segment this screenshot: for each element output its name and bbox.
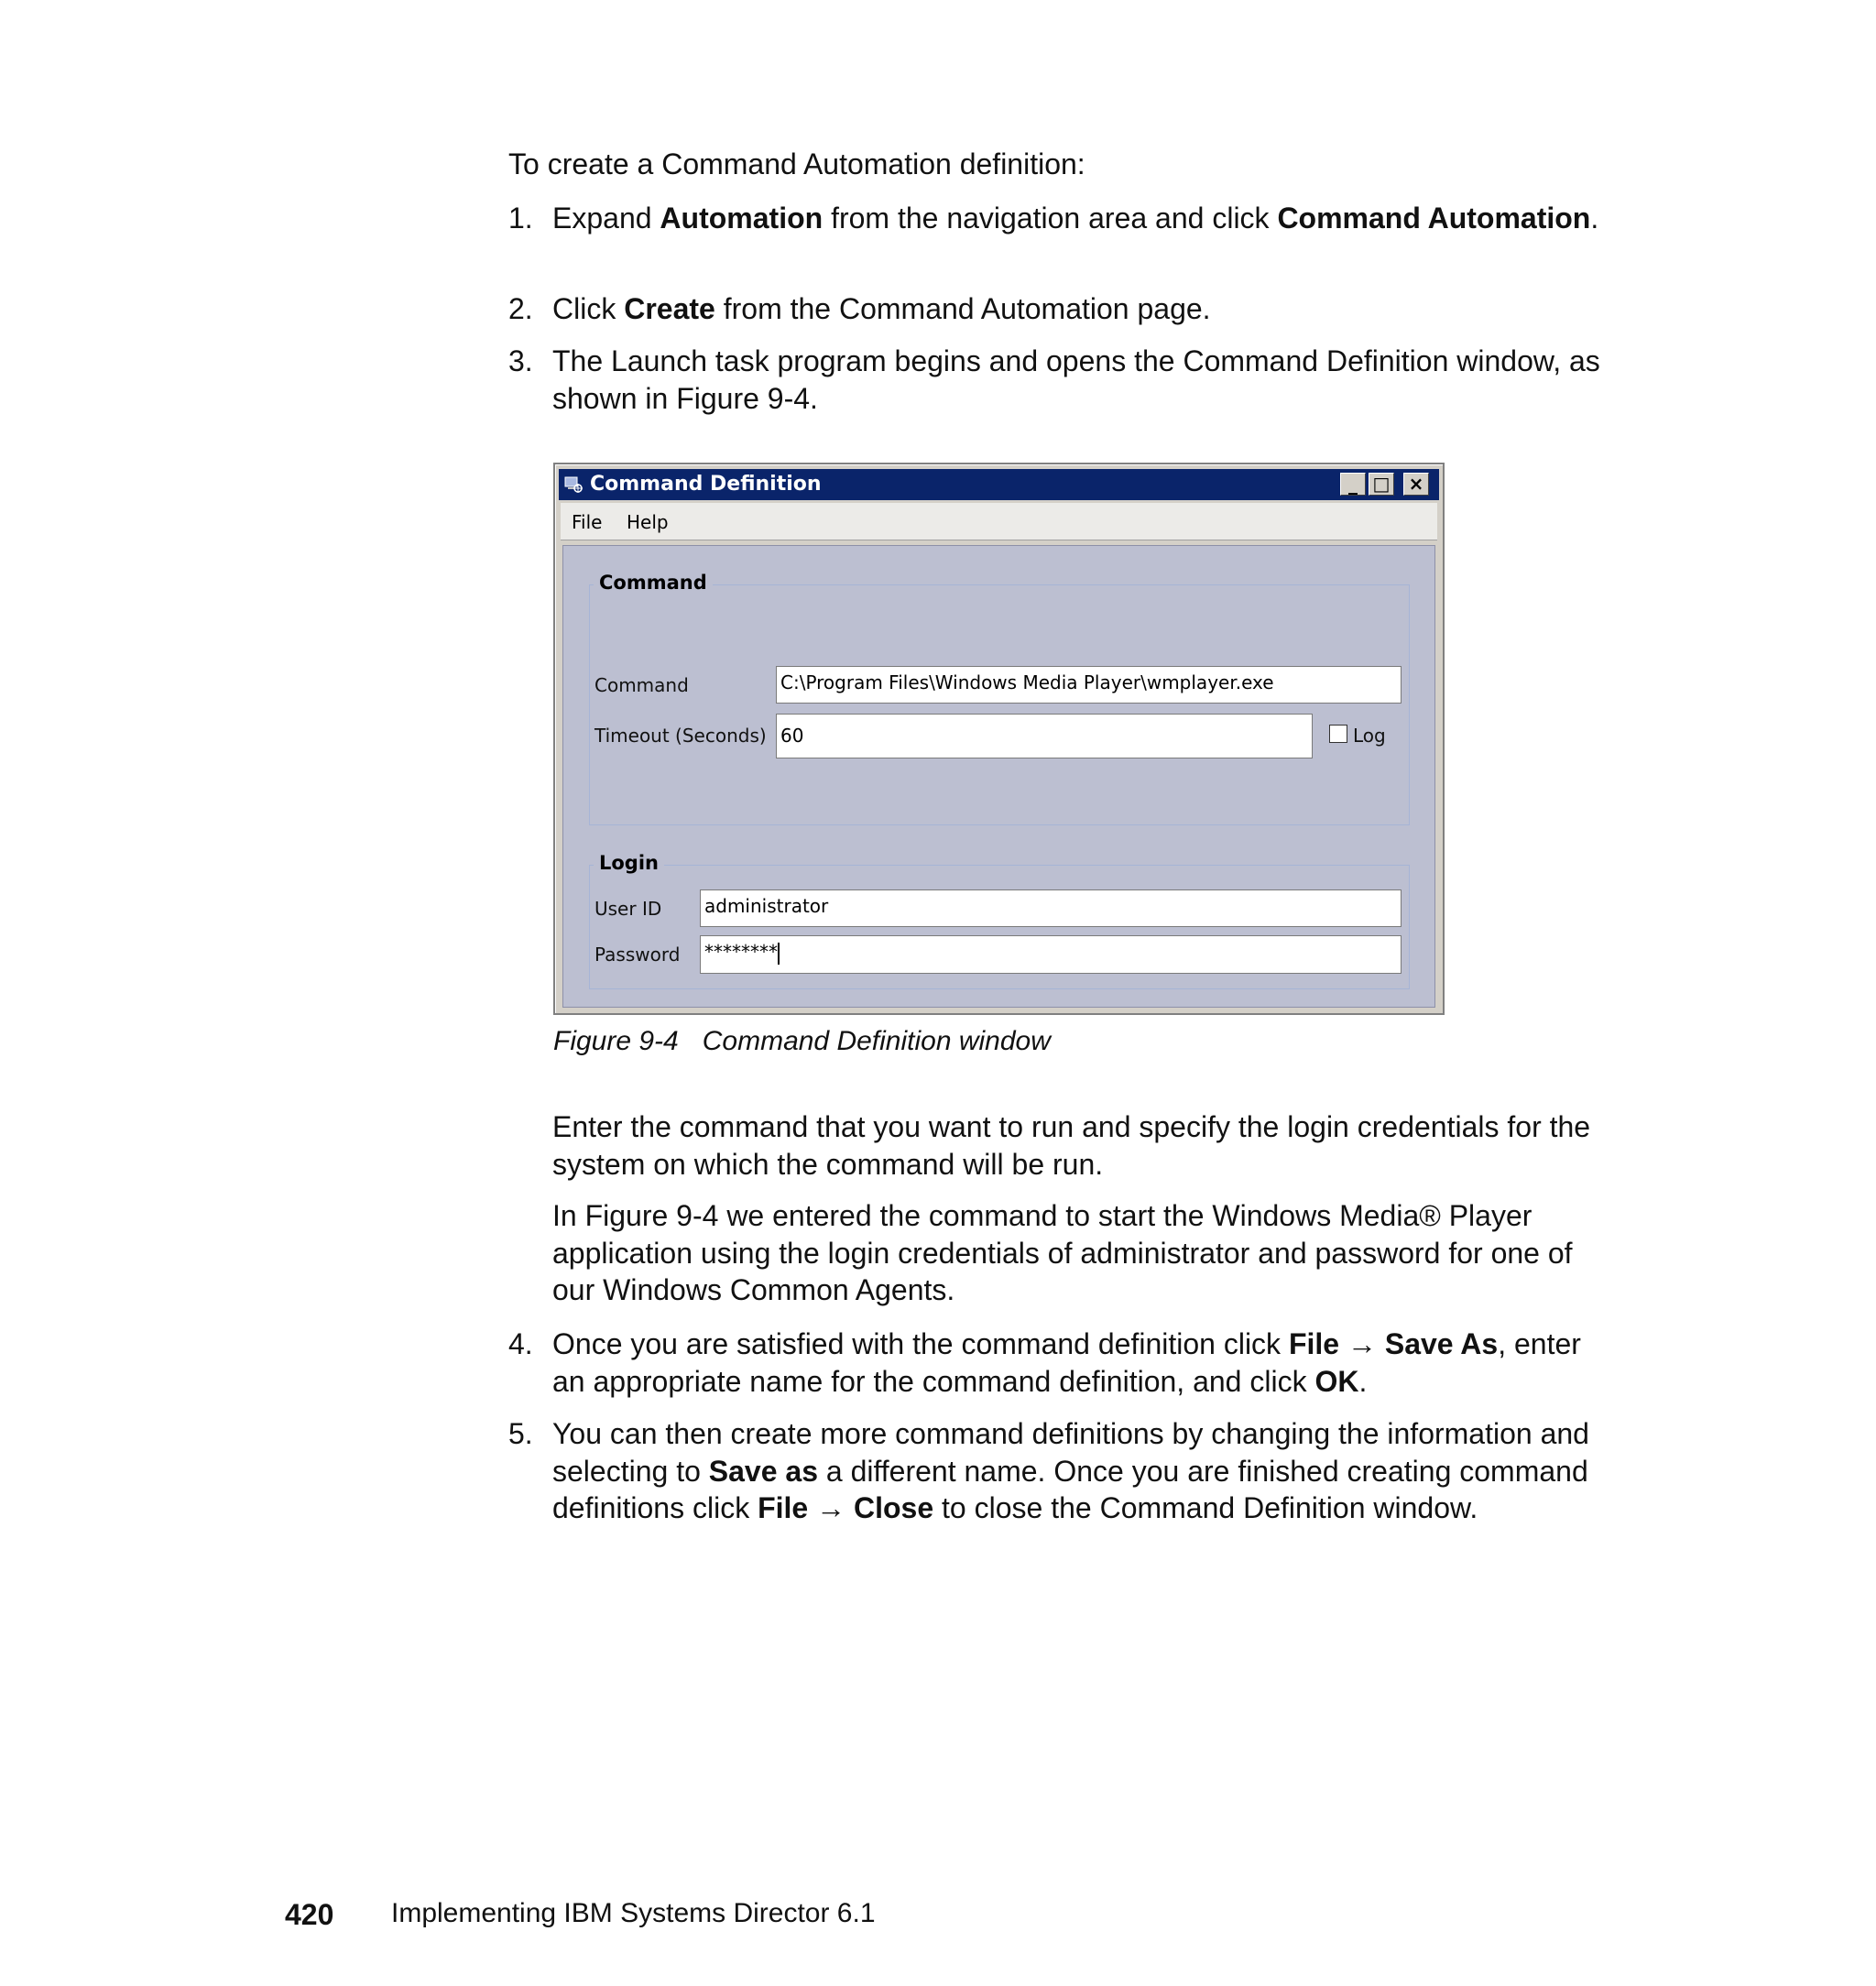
step-number: 1. — [508, 202, 533, 235]
ui-term: File — [758, 1491, 809, 1524]
step-5 — [508, 1415, 1608, 1527]
step-number: 4. — [508, 1327, 533, 1360]
intro-text: To create a Command Automation definition: — [508, 147, 1085, 180]
step-text: from the navigation area and click — [823, 202, 1278, 235]
command-group-title: Command — [594, 572, 713, 594]
step-text: You can then create more command definitions by changing the information and selecting to — [552, 1417, 1589, 1488]
command-input[interactable]: C:\Program Files\Windows Media Player\wmplayer.exe — [776, 666, 1402, 704]
userid-label: User ID — [594, 898, 662, 920]
step-text: . — [1590, 202, 1599, 235]
timeout-label: Timeout (Seconds) — [594, 725, 767, 747]
maximize-button[interactable]: □ — [1369, 473, 1394, 496]
password-input[interactable] — [700, 935, 1402, 974]
userid-input[interactable]: administrator — [700, 889, 1402, 927]
timeout-input[interactable]: 60 — [776, 714, 1313, 758]
command-label: Command — [594, 674, 689, 696]
ui-term: Command Automation — [1277, 202, 1591, 235]
step-text: The Launch task program begins and opens the Command Definition window, as shown in Figure 9-4. — [552, 344, 1600, 415]
form-panel — [562, 545, 1435, 1008]
step-text: Expand — [552, 202, 660, 235]
figure-caption — [553, 1026, 1051, 1057]
ui-term: Save As — [1384, 1327, 1499, 1360]
step-1 — [508, 200, 1608, 237]
log-label: Log — [1353, 725, 1386, 747]
step-number: 2. — [508, 292, 533, 325]
menu-help[interactable]: Help — [627, 511, 669, 533]
password-label: Password — [594, 944, 681, 966]
ui-term: Automation — [660, 202, 823, 235]
page-number: 420 — [285, 1898, 334, 1931]
text-caret — [778, 943, 780, 965]
window-title: Command Definition — [590, 473, 822, 496]
ui-term: Create — [624, 292, 715, 325]
step-4 — [508, 1326, 1608, 1400]
ui-term: OK — [1314, 1364, 1359, 1398]
log-checkbox[interactable] — [1329, 725, 1347, 743]
step-text: . — [1358, 1364, 1368, 1398]
book-title: Implementing IBM Systems Director 6.1 — [391, 1898, 876, 1928]
step-text: a different name. Once you are finished creating command definitions click — [552, 1454, 1588, 1524]
step-2 — [508, 290, 1608, 328]
step-number: 3. — [508, 344, 533, 377]
app-icon — [564, 475, 583, 494]
paragraph-2: In Figure 9-4 we entered the command to start the Windows Media® Player application using the login credentials of administrator and password for one of our Windows Common Agents. — [552, 1199, 1573, 1306]
figure-label: Figure 9-4 — [553, 1026, 679, 1056]
ui-term: Close — [854, 1491, 934, 1524]
step-text: to close the Command Definition window. — [933, 1491, 1478, 1524]
command-group — [589, 584, 1410, 825]
minimize-button[interactable]: _ — [1340, 473, 1366, 496]
password-value: ******** — [704, 941, 778, 963]
command-definition-window — [553, 463, 1445, 1015]
ui-term: Save as — [708, 1454, 818, 1488]
step-text: from the Command Automation page. — [714, 292, 1211, 325]
step-text: Click — [552, 292, 625, 325]
login-group-title: Login — [594, 852, 664, 874]
window-titlebar — [559, 469, 1439, 500]
ui-term: File — [1288, 1327, 1340, 1360]
step-3 — [508, 343, 1608, 417]
paragraph-1: Enter the command that you want to run and specify the login credentials for the system on which the command will be run. — [552, 1110, 1591, 1181]
step-text: Once you are satisfied with the command definition click — [552, 1327, 1289, 1360]
menu-file[interactable]: File — [572, 511, 603, 533]
menu-arrow: → — [1339, 1327, 1385, 1360]
step-text: , enter an appropriate name for the command definition, and click — [552, 1327, 1581, 1398]
figure-title: Command Definition window — [702, 1026, 1051, 1056]
close-button[interactable]: × — [1403, 473, 1429, 496]
step-number: 5. — [508, 1417, 533, 1450]
menu-bar — [561, 503, 1437, 540]
menu-arrow: → — [808, 1491, 854, 1524]
